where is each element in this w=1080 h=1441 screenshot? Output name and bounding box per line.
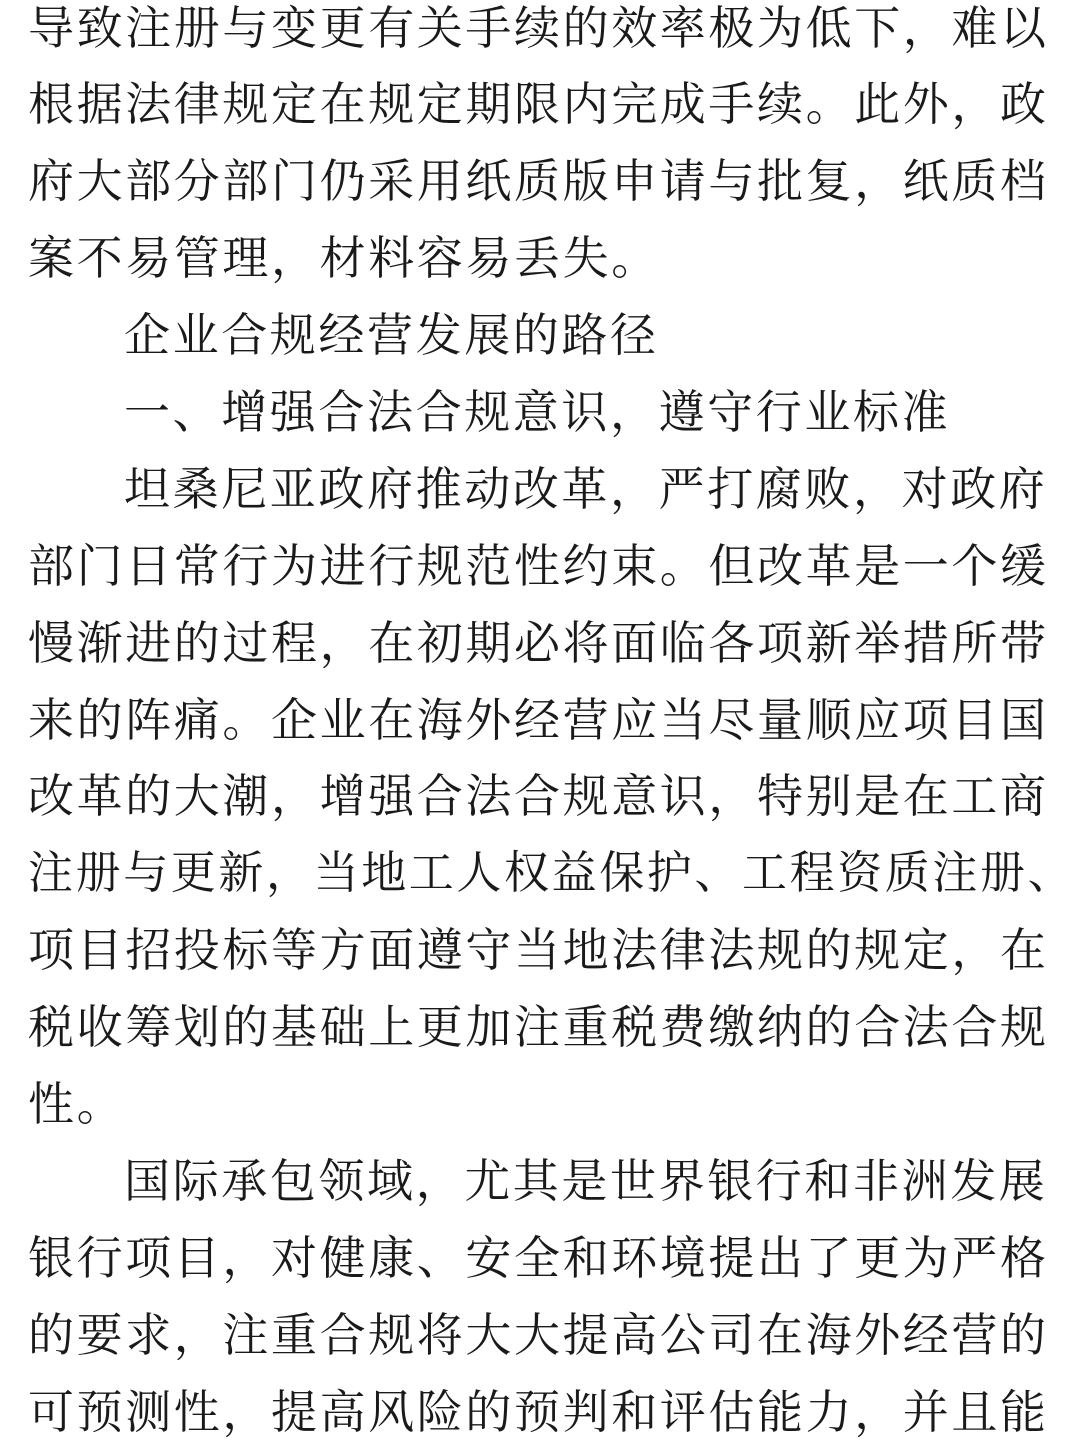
- text-line: 性。: [28, 1077, 126, 1131]
- section-heading: 企业合规经营发展的路径: [124, 308, 659, 362]
- text-line: 注册与更新，当地工人权益保护、工程资质注册、: [28, 846, 1076, 899]
- text-line: 来的阵痛。企业在海外经营应当尽量顺应项目国: [28, 693, 1049, 747]
- text-line: 导致注册与变更有关手续的效率极为低下，难以: [28, 1, 1049, 55]
- text-line: 坦桑尼亚政府推动改革，严打腐败，对政府: [124, 462, 1048, 516]
- text-line: 项目招投标等方面遵守当地法律法规的规定，在: [28, 923, 1049, 977]
- text-line: 根据法律规定在规定期限内完成手续。此外，政: [28, 77, 1049, 131]
- text-line: 可预测性，提高风险的预判和评估能力，并且能: [28, 1385, 1049, 1439]
- text-line: 国际承包领域，尤其是世界银行和非洲发展: [124, 1154, 1048, 1208]
- subsection-heading: 一、增强合法合规意识，遵守行业标准: [124, 385, 951, 439]
- text-line: 税收筹划的基础上更加注重税费缴纳的合法合规: [28, 1000, 1049, 1054]
- text-line: 案不易管理，材料容易丢失。: [28, 231, 660, 285]
- text-line: 改革的大潮，增强合法合规意识，特别是在工商: [28, 769, 1049, 823]
- text-line: 部门日常行为进行规范性约束。但改革是一个缓: [28, 539, 1049, 593]
- text-line: 银行项目，对健康、安全和环境提出了更为严格: [28, 1231, 1049, 1285]
- text-line: 的要求，注重合规将大大提高公司在海外经营的: [28, 1308, 1049, 1362]
- text-line: 府大部分部门仍采用纸质版申请与批复，纸质档: [28, 154, 1049, 208]
- text-line: 慢渐进的过程，在初期必将面临各项新举措所带: [28, 616, 1049, 670]
